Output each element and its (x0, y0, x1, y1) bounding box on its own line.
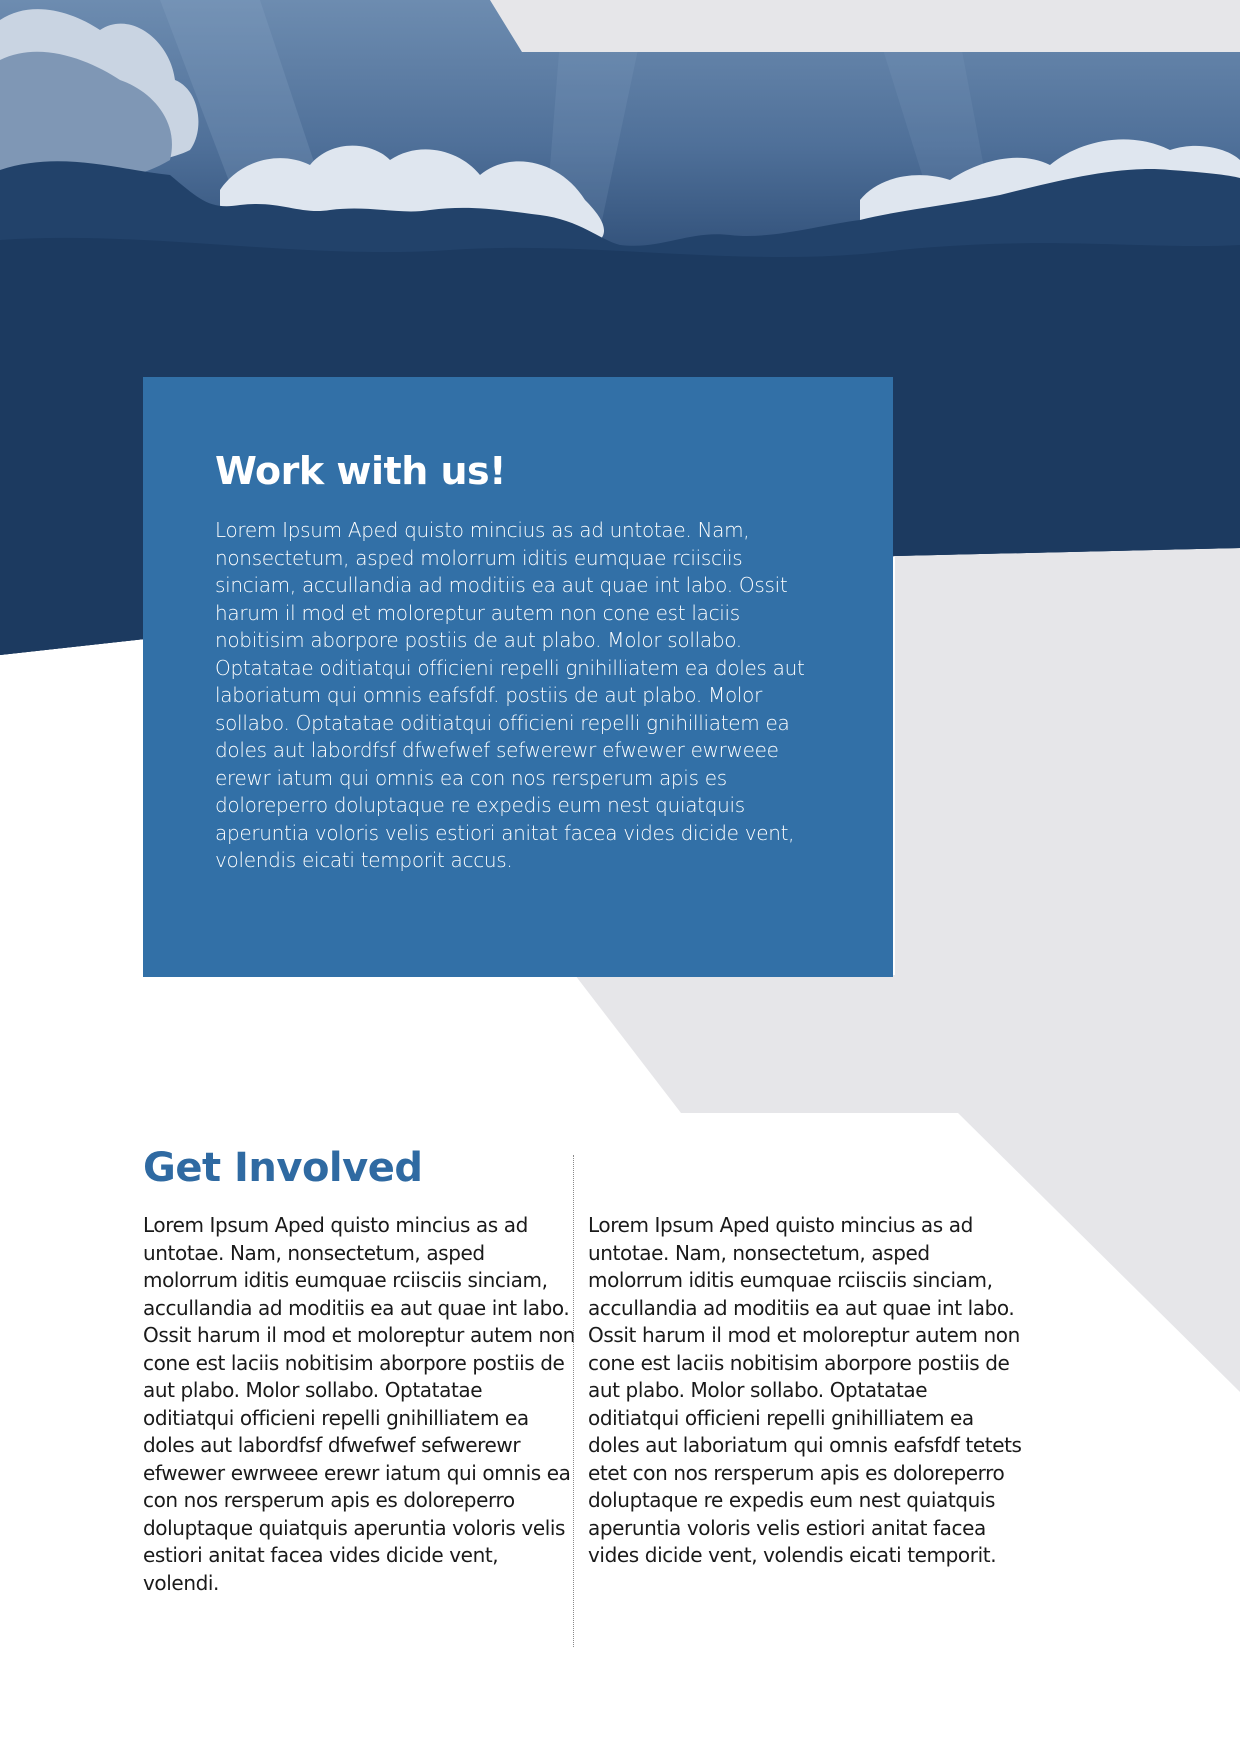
get-involved-title: Get Involved (143, 1145, 423, 1191)
work-with-us-card (143, 377, 893, 977)
work-with-us-title: Work with us! (215, 449, 506, 493)
grey-panel-top (490, 0, 1240, 52)
get-involved-column-right: Lorem Ipsum Aped quisto mincius as ad untotae. Nam, nonsectetum, asped molorrum iditis eumquae rciisciis sinciam, accullandia ad moditiis ea aut quae int labo. Ossit harum il mod et moloreptur autem non cone est laciis nobitisim aborpore postiis de aut plabo. Molor sollabo. Optatatae oditiatqui officieni repelli gnihilliatem ea doles aut laboriatum qui omnis eafsfdf tetets etet con nos rersperum apis es doloreperro doluptaque re expedis eum nest quiatquis aperuntia voloris velis estiori anitat facea vides dicide vent, volendis eicati temporit. (588, 1213, 1022, 1567)
column-divider (573, 1155, 574, 1647)
get-involved-column-left: Lorem Ipsum Aped quisto mincius as ad untotae. Nam, nonsectetum, asped molorrum iditis eumquae rciisciis sinciam, accullandia ad moditiis ea aut quae int labo. Ossit harum il mod et moloreptur autem non cone est laciis nobitisim aborpore postiis de aut plabo. Molor sollabo. Optatatae oditiatqui officieni repelli gnihilliatem ea doles aut labordfsf dfwefwef sefwerewr efwewer ewrweee erewr iatum qui omnis ea con nos rersperum apis es doloreperro doluptaque quiatquis aperuntia voloris velis estiori anitat facea vides dicide vent, volendi. (143, 1213, 575, 1595)
work-with-us-body: Lorem Ipsum Aped quisto mincius as ad untotae. Nam, nonsectetum, asped molorrum iditis eumquae rciisciis sinciam, accullandia ad moditiis ea aut quae int labo. Ossit harum il mod et moloreptur autem non cone est laciis nobitisim aborpore postiis de aut plabo. Molor sollabo. Optatatae oditiatqui officieni repelli gnihilliatem ea doles aut laboriatum qui omnis eafsfdf. postiis de aut plabo. Molor sollabo. Optatatae oditiatqui officieni repelli gnihilliatem ea doles aut labordfsf dfwefwef sefwerewr efwewer ewrweee erewr iatum qui omnis ea con nos rersperum apis es doloreperro doluptaque re expedis eum nest quiatquis aperuntia voloris velis estiori anitat facea vides dicide vent, volendis eicati temporit accus. (215, 518, 805, 872)
